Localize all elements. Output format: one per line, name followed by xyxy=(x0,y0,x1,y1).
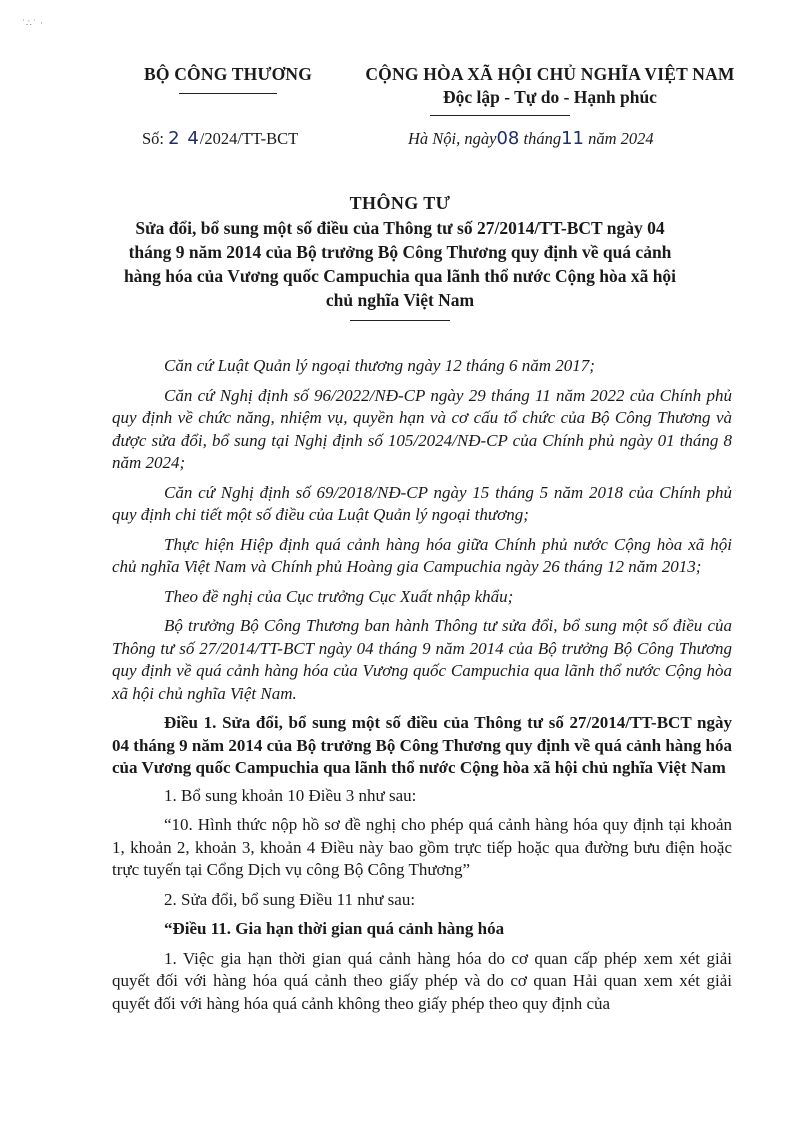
article-11-clause-1: 1. Việc gia hạn thời gian quá cảnh hàng hóa do cơ quan cấp phép xem xét giải quyết đối với hàng hóa quá cảnh theo giấy phép và do cơ quan Hải quan xem xét giải quyết đối với hàng hóa quá cảnh không theo giấy phép theo quy định của xyxy=(112,948,732,1013)
legal-basis-4: Thực hiện Hiệp định quá cảnh hàng hóa giữa Chính phủ nước Cộng hòa xã hội chủ nghĩa Việt Nam và Chính phủ Hoàng gia Campuchia ngày 26 tháng 12 năm 2013; xyxy=(112,534,732,576)
document-body xyxy=(112,355,732,1022)
clause-1: 1. Bổ sung khoản 10 Điều 3 như sau: xyxy=(164,785,417,805)
date-day-handwritten: 08 xyxy=(496,128,520,149)
article-1-heading: Điều 1. Sửa đổi, bổ sung một số điều của Thông tư số 27/2014/TT-BCT ngày 04 tháng 9 năm 2014 của Bộ trưởng Bộ Công Thương quy định về quá cảnh hàng hóa của Vương quốc Campuchia qua lãnh thổ nước Cộng hòa xã hội chủ nghĩa Việt Nam xyxy=(112,713,732,777)
article-11-heading: “Điều 11. Gia hạn thời gian quá cảnh hàng hóa xyxy=(164,919,505,938)
national-heading xyxy=(350,64,750,116)
republic-name: CỘNG HÒA XÃ HỘI CHỦ NGHĨA VIỆT NAM xyxy=(365,64,735,84)
document-date xyxy=(408,128,654,149)
document-number xyxy=(142,128,298,149)
legal-basis-5: Theo đề nghị của Cục trưởng Cục Xuất nhập khẩu; xyxy=(164,586,514,606)
date-month-handwritten: 11 xyxy=(561,128,584,149)
clause-2: 2. Sửa đổi, bổ sung Điều 11 như sau: xyxy=(164,889,416,909)
document-subject: Sửa đổi, bổ sung một số điều của Thông tư số 27/2014/TT-BCT ngày 04 tháng 9 năm 2014 của Bộ trưởng Bộ Công Thương quy định về quá cảnh hàng hóa của Vương quốc Campuchia qua lãnh thổ nước Cộng hòa xã hội chủ nghĩa Việt Nam xyxy=(123,218,677,310)
legal-basis-3: Căn cứ Nghị định số 69/2018/NĐ-CP ngày 15 tháng 5 năm 2018 của Chính phủ quy định chi tiết một số điều của Luật Quản lý ngoại thương; xyxy=(112,482,732,524)
national-motto: Độc lập - Tự do - Hạnh phúc xyxy=(443,87,657,107)
doc-number-handwritten: 2 4 xyxy=(168,128,200,149)
doc-number-prefix: Số: xyxy=(142,129,165,148)
motto-underline xyxy=(430,115,570,116)
title-underline xyxy=(350,320,450,321)
date-place: Hà Nội, ngày xyxy=(408,129,497,148)
date-month-label: tháng xyxy=(523,129,562,148)
promulgation-clause: Bộ trưởng Bộ Công Thương ban hành Thông tư sửa đổi, bổ sung một số điều của Thông tư số 27/2014/TT-BCT ngày 04 tháng 9 năm 2014 của Bộ trưởng Bộ Công Thương quy định về quá cảnh hàng hóa của Vương quốc Campuchia qua lãnh thổ nước Cộng hòa xã hội chủ nghĩa Việt Nam. xyxy=(112,616,732,703)
scan-artifact: ˙∴˙ · xyxy=(22,18,44,28)
doc-number-suffix: /2024/TT-BCT xyxy=(199,129,299,148)
document-title xyxy=(0,193,800,321)
clause-1-content: “10. Hình thức nộp hồ sơ đề nghị cho phép quá cảnh hàng hóa quy định tại khoản 1, khoản 2, khoản 3, khoản 4 Điều này bao gồm trực tiếp hoặc qua đường bưu điện hoặc trực tuyến tại Cổng Dịch vụ công Bộ Công Thương” xyxy=(112,815,732,879)
legal-basis-2: Căn cứ Nghị định số 96/2022/NĐ-CP ngày 29 tháng 11 năm 2022 của Chính phủ quy định về chức năng, nhiệm vụ, quyền hạn và cơ cấu tổ chức của Bộ Công Thương và được sửa đổi, bổ sung tại Nghị định số 105/2024/NĐ-CP của Chính phủ ngày 01 tháng 8 năm 2024; xyxy=(112,385,732,472)
ministry-underline xyxy=(179,93,277,94)
ministry-name: BỘ CÔNG THƯƠNG xyxy=(143,64,313,84)
legal-basis-1: Căn cứ Luật Quản lý ngoại thương ngày 12 tháng 6 năm 2017; xyxy=(164,356,595,375)
document-type: THÔNG TƯ xyxy=(349,193,451,213)
issuer-block xyxy=(128,64,328,94)
date-year: năm 2024 xyxy=(588,129,654,148)
